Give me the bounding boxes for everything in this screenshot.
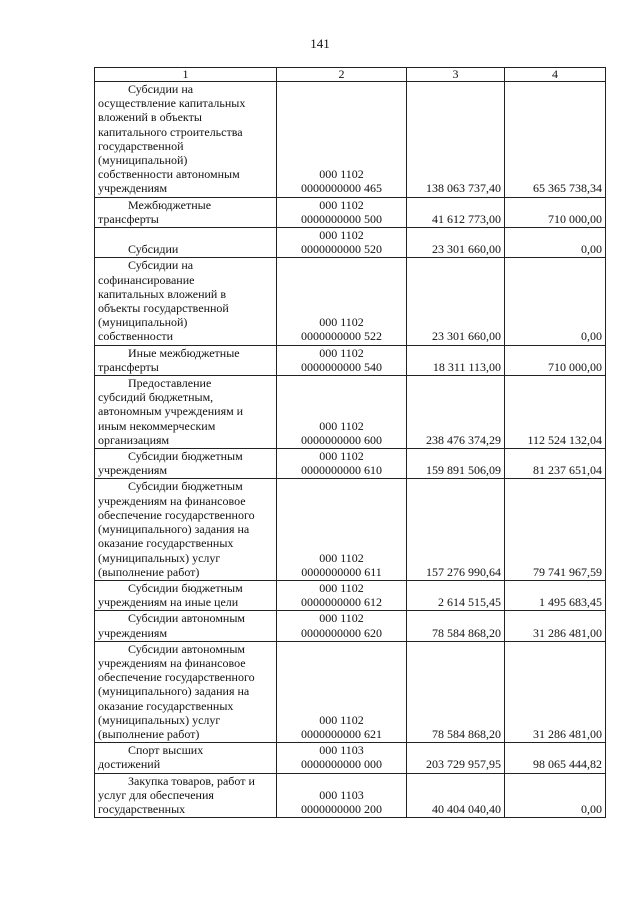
row-name-line: учреждениям bbox=[98, 463, 168, 478]
row-code-cell bbox=[277, 228, 407, 258]
row-code-cell bbox=[277, 449, 407, 479]
row-name-line: Субсидии на bbox=[128, 82, 194, 96]
row-code-cell bbox=[277, 258, 407, 345]
row-code-line: 000 1102 bbox=[319, 449, 364, 464]
row-value-col3: 40 404 040,40 bbox=[407, 773, 505, 818]
row-name-line: (муниципального) задания на bbox=[98, 684, 250, 699]
row-name-cell bbox=[95, 743, 277, 773]
row-code-line: 0000000000 522 bbox=[301, 329, 382, 344]
row-value-col4: 98 065 444,82 bbox=[505, 743, 606, 773]
row-name-cell bbox=[95, 258, 277, 345]
row-value-col3: 78 584 868,20 bbox=[407, 611, 505, 641]
row-code-line: 000 1102 bbox=[319, 611, 364, 626]
row-value-col4: 112 524 132,04 bbox=[505, 376, 606, 449]
row-code-line: 000 1102 bbox=[319, 550, 364, 565]
row-name-line: Субсидии бюджетным bbox=[128, 479, 243, 494]
row-name-line: Субсидии bbox=[128, 242, 179, 257]
row-code-line: 0000000000 500 bbox=[301, 211, 382, 226]
row-code-cell bbox=[277, 641, 407, 742]
row-name-line: Субсидии бюджетным bbox=[128, 449, 243, 464]
row-name-line: Субсидии автономным bbox=[128, 611, 245, 626]
row-name-cell bbox=[95, 449, 277, 479]
column-header: 3 bbox=[407, 68, 505, 82]
table-row bbox=[95, 611, 606, 641]
row-value-col3: 238 476 374,29 bbox=[407, 376, 505, 449]
row-value-col3: 2 614 515,45 bbox=[407, 580, 505, 610]
row-code-line: 0000000000 612 bbox=[301, 595, 382, 610]
row-code-line: 0000000000 000 bbox=[301, 757, 382, 772]
row-name-line: трансферты bbox=[98, 211, 159, 226]
row-code-line: 0000000000 621 bbox=[301, 726, 382, 741]
row-name-cell bbox=[95, 228, 277, 258]
row-name-cell bbox=[95, 479, 277, 580]
row-code-cell bbox=[277, 82, 407, 198]
row-name-line: (муниципального) задания на bbox=[98, 522, 250, 537]
row-code-line: 000 1102 bbox=[319, 345, 364, 360]
row-code-cell bbox=[277, 345, 407, 375]
row-value-col4: 0,00 bbox=[505, 773, 606, 818]
row-value-col4: 0,00 bbox=[505, 228, 606, 258]
row-name-line: учреждениям bbox=[98, 181, 168, 196]
row-code-cell bbox=[277, 580, 407, 610]
row-code-line: 000 1103 bbox=[319, 743, 364, 758]
row-value-col3: 138 063 737,40 bbox=[407, 82, 505, 198]
row-name-line: (муниципальных) услуг bbox=[98, 712, 221, 727]
row-name-line: осуществление капитальных bbox=[98, 96, 246, 111]
column-header: 1 bbox=[95, 68, 277, 82]
row-name-line: государственной bbox=[98, 138, 184, 153]
row-name-line: государственных bbox=[98, 801, 186, 816]
row-name-cell bbox=[95, 773, 277, 818]
row-code-line: 0000000000 520 bbox=[301, 242, 382, 257]
row-value-col4: 710 000,00 bbox=[505, 197, 606, 227]
row-name-line: капитального строительства bbox=[98, 124, 243, 139]
row-name-line: учреждениям на финансовое bbox=[98, 655, 246, 670]
row-name-line: иным некоммерческим bbox=[98, 418, 216, 433]
row-code-line: 0000000000 610 bbox=[301, 463, 382, 478]
row-code-cell bbox=[277, 611, 407, 641]
row-value-col4: 79 741 967,59 bbox=[505, 479, 606, 580]
row-name-line: Иные межбюджетные bbox=[128, 345, 240, 360]
row-name-cell bbox=[95, 345, 277, 375]
row-value-col3: 78 584 868,20 bbox=[407, 641, 505, 742]
row-name-line: (муниципальной) bbox=[98, 315, 188, 330]
row-name-line: обеспечение государственного bbox=[98, 507, 255, 522]
row-name-cell bbox=[95, 82, 277, 198]
row-name-line: собственности bbox=[98, 329, 174, 344]
row-value-col4: 0,00 bbox=[505, 258, 606, 345]
row-name-line: объекты государственной bbox=[98, 301, 229, 316]
table-row bbox=[95, 376, 606, 449]
row-code-line: 0000000000 540 bbox=[301, 359, 382, 374]
row-name-line: организациям bbox=[98, 432, 170, 447]
row-name-line: обеспечение государственного bbox=[98, 670, 255, 685]
row-value-col3: 41 612 773,00 bbox=[407, 197, 505, 227]
row-value-col3: 159 891 506,09 bbox=[407, 449, 505, 479]
table-row bbox=[95, 228, 606, 258]
row-name-line: Закупка товаров, работ и bbox=[128, 773, 255, 788]
row-name-line: Межбюджетные bbox=[128, 197, 212, 212]
row-code-line: 000 1102 bbox=[319, 712, 364, 727]
table-row bbox=[95, 773, 606, 818]
row-code-cell bbox=[277, 743, 407, 773]
row-code-line: 0000000000 465 bbox=[301, 181, 382, 196]
row-name-line: Спорт высших bbox=[128, 743, 204, 758]
row-name-cell bbox=[95, 611, 277, 641]
row-name-line: (выполнение работ) bbox=[98, 726, 200, 741]
row-value-col3: 23 301 660,00 bbox=[407, 258, 505, 345]
table-row bbox=[95, 258, 606, 345]
row-name-line: учреждениям на финансовое bbox=[98, 493, 246, 508]
row-value-col4: 65 365 738,34 bbox=[505, 82, 606, 198]
row-name-line: (муниципальных) услуг bbox=[98, 550, 221, 565]
table-row bbox=[95, 641, 606, 742]
row-name-line: Субсидии бюджетным bbox=[128, 580, 243, 595]
row-name-line: учреждениям bbox=[98, 625, 168, 640]
row-name-line: трансферты bbox=[98, 359, 159, 374]
row-name-line: субсидий бюджетным, bbox=[98, 390, 214, 405]
row-name-cell bbox=[95, 641, 277, 742]
row-code-line: 0000000000 620 bbox=[301, 625, 382, 640]
row-code-line: 000 1103 bbox=[319, 787, 364, 802]
row-code-line: 000 1102 bbox=[319, 167, 364, 182]
row-value-col3: 18 311 113,00 bbox=[407, 345, 505, 375]
row-name-line: учреждениям на иные цели bbox=[98, 595, 239, 610]
row-name-cell bbox=[95, 376, 277, 449]
row-value-col4: 1 495 683,45 bbox=[505, 580, 606, 610]
row-value-col3: 23 301 660,00 bbox=[407, 228, 505, 258]
row-code-line: 0000000000 611 bbox=[301, 564, 382, 579]
page-number: 141 bbox=[310, 36, 330, 51]
row-name-cell bbox=[95, 580, 277, 610]
row-name-line: софинансирование bbox=[98, 272, 195, 287]
row-name-line: достижений bbox=[98, 757, 161, 772]
row-value-col4: 710 000,00 bbox=[505, 345, 606, 375]
row-code-line: 0000000000 200 bbox=[301, 801, 382, 816]
column-header: 4 bbox=[505, 68, 606, 82]
row-name-line: автономным учреждениям и bbox=[98, 404, 244, 419]
row-name-line: Субсидии на bbox=[128, 258, 194, 273]
row-code-cell bbox=[277, 773, 407, 818]
row-name-line: (муниципальной) bbox=[98, 153, 188, 168]
table-row bbox=[95, 82, 606, 198]
budget-table bbox=[94, 67, 606, 818]
row-code-line: 0000000000 600 bbox=[301, 432, 382, 447]
row-code-line: 000 1102 bbox=[319, 418, 364, 433]
row-value-col3: 203 729 957,95 bbox=[407, 743, 505, 773]
row-name-line: (выполнение работ) bbox=[98, 564, 200, 579]
budget-table-body bbox=[95, 68, 606, 818]
row-name-line: вложений в объекты bbox=[98, 110, 202, 125]
row-name-cell bbox=[95, 197, 277, 227]
row-name-line: Предоставление bbox=[128, 376, 212, 391]
row-code-line: 000 1102 bbox=[319, 315, 364, 330]
row-name-line: Субсидии автономным bbox=[128, 641, 245, 656]
table-row bbox=[95, 479, 606, 580]
row-name-line: капитальных вложений в bbox=[98, 286, 227, 301]
table-row bbox=[95, 197, 606, 227]
row-value-col4: 31 286 481,00 bbox=[505, 611, 606, 641]
table-row bbox=[95, 580, 606, 610]
row-value-col3: 157 276 990,64 bbox=[407, 479, 505, 580]
row-code-line: 000 1102 bbox=[319, 580, 364, 595]
row-value-col4: 81 237 651,04 bbox=[505, 449, 606, 479]
row-name-line: собственности автономным bbox=[98, 167, 240, 182]
column-header: 2 bbox=[277, 68, 407, 82]
row-code-cell bbox=[277, 376, 407, 449]
row-code-line: 000 1102 bbox=[319, 228, 364, 243]
row-code-cell bbox=[277, 479, 407, 580]
row-name-line: оказание государственных bbox=[98, 698, 234, 713]
row-name-line: услуг для обеспечения bbox=[98, 787, 214, 802]
table-row bbox=[95, 743, 606, 773]
table-row bbox=[95, 345, 606, 375]
row-name-line: оказание государственных bbox=[98, 536, 234, 551]
table-row bbox=[95, 449, 606, 479]
row-code-cell bbox=[277, 197, 407, 227]
table-header-row bbox=[95, 68, 606, 82]
row-code-line: 000 1102 bbox=[319, 197, 364, 212]
row-value-col4: 31 286 481,00 bbox=[505, 641, 606, 742]
